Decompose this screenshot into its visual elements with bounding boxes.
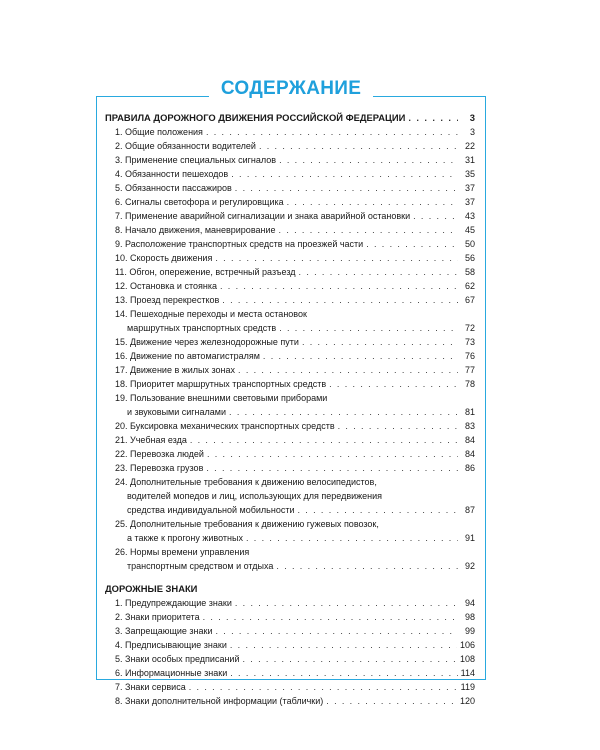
section-page-number: 3 — [469, 112, 475, 123]
dot-leader — [338, 419, 458, 433]
toc-entry[interactable] — [105, 419, 475, 433]
toc-page-number: 92 — [464, 561, 475, 571]
toc-page-number: 37 — [464, 183, 475, 193]
dot-leader — [259, 139, 458, 153]
toc-page-number: 43 — [464, 211, 475, 221]
toc-entry-text: 3. Запрещающие знаки — [115, 626, 213, 636]
toc-entry-text: 13. Проезд перекрестков — [115, 295, 220, 305]
toc-entry-text: 16. Движение по автомагистралям — [115, 351, 260, 361]
toc-page-number: 106 — [459, 640, 475, 650]
page-title: СОДЕРЖАНИЕ — [209, 75, 373, 103]
toc-entry-line — [105, 610, 475, 624]
toc-page-number: 94 — [464, 598, 475, 608]
dot-leader — [243, 652, 457, 666]
toc-entry-text: 5. Обязанности пассажиров — [115, 183, 232, 193]
dot-leader — [231, 167, 458, 181]
toc-entry-line — [105, 237, 475, 251]
toc-entry-text: 9. Расположение транспортных средств на проезжей части — [115, 239, 364, 249]
toc-entry-line-wrapped — [105, 307, 475, 321]
toc-entry-line — [105, 377, 475, 391]
toc-page-number: 3 — [469, 127, 475, 137]
section-heading-text: ПРАВИЛА ДОРОЖНОГО ДВИЖЕНИЯ РОССИЙСКОЙ ФЕДЕРАЦИИ — [105, 112, 406, 123]
dot-leader — [238, 363, 458, 377]
toc-entry-line-wrapped — [105, 545, 475, 559]
toc-entry-line — [105, 363, 475, 377]
dot-leader — [203, 610, 458, 624]
toc-entry[interactable] — [105, 153, 475, 167]
dot-leader — [235, 596, 458, 610]
toc-entry-line — [105, 461, 475, 475]
toc-entry-line — [105, 349, 475, 363]
toc-page-number: 37 — [464, 197, 475, 207]
toc-entry[interactable] — [105, 680, 475, 694]
toc-entry-line — [105, 125, 475, 139]
toc-entry-text: водителей мопедов и лиц, использующих для передвижения — [127, 491, 383, 501]
toc-entry[interactable] — [105, 461, 475, 475]
toc-page-number: 72 — [464, 323, 475, 333]
toc-entry[interactable] — [105, 638, 475, 652]
toc-page-number: 108 — [459, 654, 475, 664]
toc-frame — [96, 78, 486, 706]
toc-entry[interactable] — [105, 223, 475, 237]
dot-leader — [279, 321, 458, 335]
dot-leader — [189, 680, 458, 694]
dot-leader — [366, 237, 458, 251]
toc-page-number: 119 — [460, 682, 475, 692]
dot-leader — [279, 223, 458, 237]
dot-leader — [206, 461, 458, 475]
dot-leader — [235, 181, 458, 195]
toc-page-number: 98 — [464, 612, 475, 622]
dot-leader — [408, 111, 458, 125]
toc-entry-text: 1. Предупреждающие знаки — [115, 598, 232, 608]
toc-page-number: 56 — [464, 253, 475, 263]
toc-entry[interactable] — [105, 349, 475, 363]
toc-entry-text: 22. Перевозка людей — [115, 449, 204, 459]
toc-entry[interactable] — [105, 377, 475, 391]
toc-entry-text: 17. Движение в жилых зонах — [115, 365, 236, 375]
section-heading: ДОРОЖНЫЕ ЗНАКИ — [105, 583, 198, 594]
toc-entry-line — [105, 596, 475, 610]
toc-page-number: 76 — [464, 351, 475, 361]
toc-entry-text: 11. Обгон, опережение, встречный разъезд — [115, 267, 296, 277]
toc-entry[interactable] — [105, 610, 475, 624]
toc-page-number: 62 — [464, 281, 475, 291]
toc-entry[interactable] — [105, 666, 475, 680]
toc-entry-text: 6. Информационные знаки — [115, 668, 228, 678]
toc-entry[interactable] — [105, 167, 475, 181]
toc-entry[interactable] — [105, 596, 475, 610]
title-wrap — [97, 75, 485, 103]
toc-page-number: 83 — [464, 421, 475, 431]
dot-leader — [230, 638, 457, 652]
toc-entry-line — [105, 447, 475, 461]
toc-entry[interactable] — [105, 251, 475, 265]
toc-entry-line — [105, 293, 475, 307]
dot-leader — [276, 559, 458, 573]
toc-entry-text: 7. Применение аварийной сигнализации и знака аварийной остановки — [115, 211, 411, 221]
toc-entry-text: 20. Буксировка механических транспортных средств — [115, 421, 335, 431]
toc-entry[interactable] — [105, 652, 475, 666]
toc-page-number: 81 — [464, 407, 475, 417]
toc-entry-text: 4. Обязанности пешеходов — [115, 169, 229, 179]
toc-entry-text: 6. Сигналы светофора и регулировщика — [115, 197, 284, 207]
toc-entry-line — [105, 167, 475, 181]
dot-leader — [207, 447, 458, 461]
toc-entry-line — [105, 638, 475, 652]
dot-leader — [287, 195, 458, 209]
toc-page-number: 114 — [460, 668, 475, 678]
toc-entry-text: 7. Знаки сервиса — [115, 682, 186, 692]
toc-entry-line — [105, 195, 475, 209]
toc-entry[interactable] — [105, 447, 475, 461]
dot-leader — [220, 279, 458, 293]
toc-entry-line-wrapped — [105, 517, 475, 531]
toc-entry[interactable] — [105, 433, 475, 447]
toc-page-number: 50 — [464, 239, 475, 249]
toc-page-number: 99 — [464, 626, 475, 636]
toc-page-number: 91 — [464, 533, 475, 543]
toc-entry-text: 5. Знаки особых предписаний — [115, 654, 240, 664]
toc-entry-text: и звуковыми сигналами — [127, 407, 227, 417]
toc-entry-text: 18. Приоритет маршрутных транспортных средств — [115, 379, 327, 389]
dot-leader — [190, 433, 458, 447]
dot-leader — [326, 694, 457, 708]
dot-leader — [298, 503, 459, 517]
toc-entry-line — [105, 419, 475, 433]
toc-entry-line — [105, 652, 475, 666]
toc-entry-line — [105, 279, 475, 293]
toc-page-number: 58 — [464, 267, 475, 277]
dot-leader — [302, 335, 458, 349]
dot-leader — [216, 624, 459, 638]
section-heading — [105, 111, 475, 125]
toc-entry-line — [105, 321, 475, 335]
toc-entry-line-wrapped — [105, 391, 475, 405]
toc-entry[interactable] — [105, 139, 475, 153]
dot-leader — [329, 377, 458, 391]
dot-leader — [246, 531, 458, 545]
toc-page-number: 84 — [464, 449, 475, 459]
toc-page-number: 35 — [464, 169, 475, 179]
dot-leader — [230, 666, 457, 680]
toc-entry[interactable] — [105, 545, 475, 573]
toc-page-number: 84 — [464, 435, 475, 445]
toc-entry-text: 2. Общие обязанности водителей — [115, 141, 256, 151]
toc-entry-line — [105, 153, 475, 167]
toc-entry-line — [105, 405, 475, 419]
dot-leader — [413, 209, 458, 223]
toc-entry-line — [105, 223, 475, 237]
dot-leader — [206, 125, 458, 139]
toc-entry-text: 4. Предписывающие знаки — [115, 640, 227, 650]
toc-entry-text: 2. Знаки приоритета — [115, 612, 200, 622]
toc-entry[interactable] — [105, 293, 475, 307]
toc-entry-text: 21. Учебная езда — [115, 435, 187, 445]
toc-entry[interactable] — [105, 624, 475, 638]
toc-entry-text: 26. Нормы времени управления — [115, 547, 250, 557]
toc-entry-line-wrapped — [105, 489, 475, 503]
toc-entry-line — [105, 624, 475, 638]
toc-entry-line — [105, 531, 475, 545]
toc-entry-text: 8. Знаки дополнительной информации (таблички) — [115, 696, 324, 706]
table-of-contents — [105, 111, 475, 708]
toc-entry-line — [105, 433, 475, 447]
toc-page-number: 73 — [464, 337, 475, 347]
toc-entry-line — [105, 694, 475, 708]
toc-entry-text: 12. Остановка и стоянка — [115, 281, 217, 291]
toc-entry[interactable] — [105, 195, 475, 209]
toc-page-number: 31 — [464, 155, 475, 165]
toc-entry-text: средства индивидуальной мобильности — [127, 505, 295, 515]
toc-entry-line — [105, 335, 475, 349]
toc-page-number: 78 — [464, 379, 475, 389]
dot-leader — [229, 405, 458, 419]
toc-entry-text: транспортным средством и отдыха — [127, 561, 274, 571]
toc-entry[interactable] — [105, 181, 475, 195]
toc-entry-line — [105, 559, 475, 573]
toc-entry-text: 14. Пешеходные переходы и места остановок — [115, 309, 307, 319]
toc-entry-line-wrapped — [105, 475, 475, 489]
toc-entry[interactable] — [105, 517, 475, 545]
toc-page-number: 86 — [464, 463, 475, 473]
toc-entry-line — [105, 265, 475, 279]
toc-entry[interactable] — [105, 694, 475, 708]
toc-entry-line — [105, 680, 475, 694]
toc-entry-text: 23. Перевозка грузов — [115, 463, 204, 473]
dot-leader — [299, 265, 458, 279]
toc-entry-text: 25. Дополнительные требования к движению гужевых повозок, — [115, 519, 379, 529]
toc-entry-text: 15. Движение через железнодорожные пути — [115, 337, 299, 347]
toc-entry-line — [105, 209, 475, 223]
dot-leader — [222, 293, 458, 307]
toc-entry-line — [105, 503, 475, 517]
toc-entry[interactable] — [105, 335, 475, 349]
toc-page-number: 67 — [464, 295, 475, 305]
toc-entry-line — [105, 666, 475, 680]
toc-entry-text: 3. Применение специальных сигналов — [115, 155, 277, 165]
toc-page-number: 45 — [464, 225, 475, 235]
dot-leader — [215, 251, 458, 265]
toc-entry-line — [105, 251, 475, 265]
toc-entry-text: 8. Начало движения, маневрирование — [115, 225, 276, 235]
toc-entry[interactable] — [105, 307, 475, 335]
toc-entry[interactable] — [105, 391, 475, 419]
toc-entry-text: маршрутных транспортных средств — [127, 323, 277, 333]
toc-entry[interactable] — [105, 209, 475, 223]
toc-entry-text: 19. Пользование внешними световыми приборами — [115, 393, 328, 403]
dot-leader — [279, 153, 458, 167]
dot-leader — [263, 349, 458, 363]
toc-entry[interactable] — [105, 279, 475, 293]
toc-entry[interactable] — [105, 265, 475, 279]
toc-page-number: 77 — [464, 365, 475, 375]
toc-page-number: 120 — [459, 696, 475, 706]
toc-entry-line — [105, 139, 475, 153]
toc-entry-text: 10. Скорость движения — [115, 253, 213, 263]
toc-page-number: 87 — [464, 505, 475, 515]
toc-entry[interactable] — [105, 125, 475, 139]
toc-entry[interactable] — [105, 363, 475, 377]
toc-page-number: 22 — [464, 141, 475, 151]
toc-entry-text: 24. Дополнительные требования к движению велосипедистов, — [115, 477, 377, 487]
toc-entry-text: 1. Общие положения — [115, 127, 203, 137]
toc-entry[interactable] — [105, 237, 475, 251]
toc-entry-text: а также к прогону животных — [127, 533, 243, 543]
toc-entry[interactable] — [105, 475, 475, 517]
toc-entry-line — [105, 181, 475, 195]
